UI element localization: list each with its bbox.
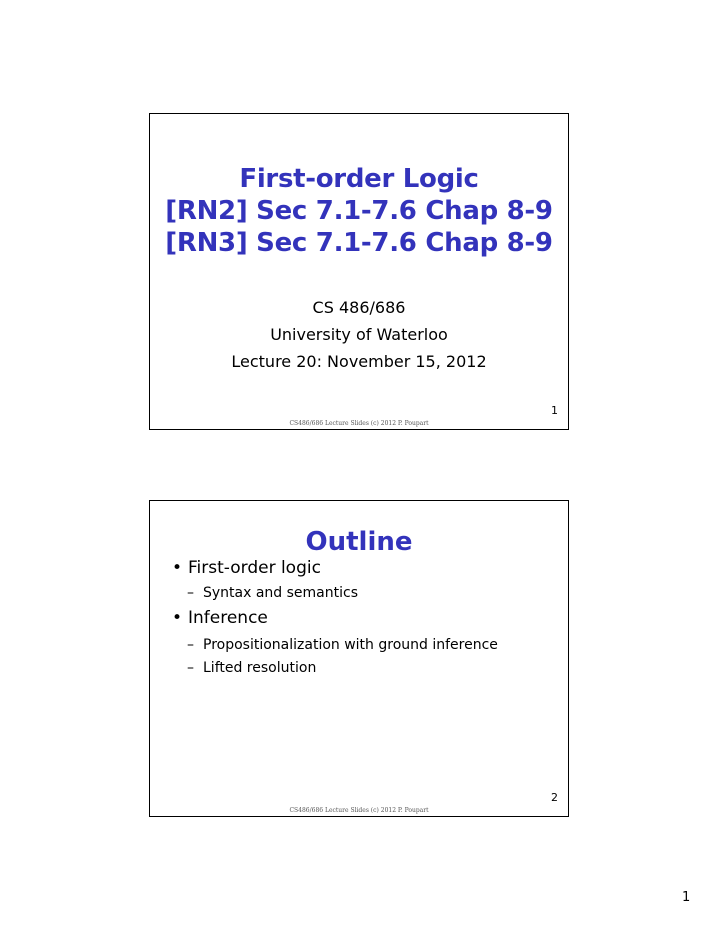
slide-footer: CS486/686 Lecture Slides (c) 2012 P. Poupart: [289, 420, 429, 427]
slide-title-line-2: [RN2] Sec 7.1-7.6 Chap 8-9: [165, 196, 553, 226]
slide-2: [149, 500, 569, 817]
bullet-text: Inference: [188, 608, 268, 628]
bullet-marker: •: [172, 558, 183, 578]
slide-1: [149, 113, 569, 430]
slide-number: 2: [551, 791, 558, 804]
sub-bullet-item: [187, 585, 358, 601]
slide-title-line-3: [RN3] Sec 7.1-7.6 Chap 8-9: [165, 228, 553, 258]
bullet-marker: •: [172, 608, 183, 628]
sub-bullet-marker: –: [187, 637, 194, 653]
lecture-date: Lecture 20: November 15, 2012: [231, 352, 487, 371]
sub-bullet-marker: –: [187, 585, 194, 601]
page-number: 1: [682, 890, 691, 905]
university-name: University of Waterloo: [270, 325, 448, 344]
sub-bullet-text: Propositionalization with ground inference: [203, 637, 498, 653]
slide-title-line-1: First-order Logic: [239, 164, 479, 194]
course-code: CS 486/686: [312, 298, 406, 317]
bullet-text: First-order logic: [188, 558, 321, 578]
bullet-item: [172, 608, 268, 628]
sub-bullet-item: [187, 637, 498, 653]
sub-bullet-text: Lifted resolution: [203, 660, 317, 676]
sub-bullet-text: Syntax and semantics: [203, 585, 359, 601]
outline-title: Outline: [305, 527, 413, 557]
slide-number: 1: [551, 404, 558, 417]
sub-bullet-marker: –: [187, 660, 194, 676]
sub-bullet-item: [187, 660, 316, 676]
slide-footer: CS486/686 Lecture Slides (c) 2012 P. Poupart: [289, 807, 429, 814]
bullet-item: [172, 558, 321, 578]
